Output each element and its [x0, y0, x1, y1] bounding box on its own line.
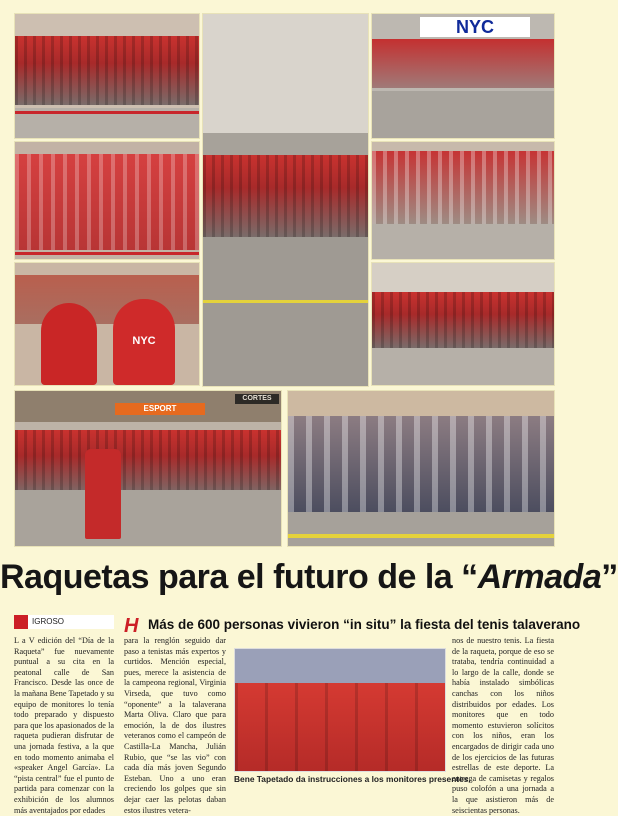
- article-column-3: [452, 636, 554, 816]
- shirt-logo: NYC: [132, 335, 156, 347]
- esport-sign: ESPORT: [115, 403, 205, 415]
- coach-figure: [85, 449, 121, 539]
- article-headline: Raquetas para el futuro de la “Armada”: [0, 558, 618, 596]
- article-subtitle: Más de 600 personas vivieron “in situ” la fiesta del tenis talaverano: [148, 617, 581, 632]
- photo-coach-tent: [14, 390, 282, 547]
- photo-street-net-right: [371, 262, 555, 386]
- photo-street-crowd-center: [202, 13, 369, 387]
- h-logo-icon: H: [124, 615, 139, 637]
- photo-kids-nyc-shirts: [14, 141, 200, 260]
- photo-caption: Bene Tapetado da instrucciones a los monitores presentes.: [234, 774, 471, 784]
- section-label-text: IGROSO: [32, 617, 65, 626]
- photo-nyc-banner-court: [371, 13, 555, 139]
- photo-monitors-inset: [234, 648, 446, 772]
- column-3-text: nos de nuestro tenis. La fiesta de la raqueta, porque de eso se trataba, tendría continuidad a lo largo de la calle, donde se había instalado simbólicas canchas con los niños distribuidos por edades. Los monitores que en todo momento estuvieron solícitos con los niños, eran los encargados de dirigir cada uno de los ejercicios de las futuras estrellas de este deporte. La entrega de camisetas y regalos puso colofón a una jornada a la que asistieron más de seiscientas personas.: [452, 636, 554, 815]
- column-1-text: L a V edición del “Día de la Raqueta” fue nuevamente puntual a su cita en la peatonal calle de San Francisco. Desde las once de la mañana Bene Tapetado y su equipo de monitores lo tenía todo preparado y dispuesto para que los apasionados de la raqueta pudieran disfrutar de una jornada festiva, a la que en todo momento animaba el «speaker Angel García». La “pista central” fue el punto de partida para comenzar con la exhibición de los alumnos más aventajados por edades: [14, 636, 114, 815]
- article-column-2: [124, 636, 226, 816]
- cortes-sign: CORTES: [235, 394, 279, 404]
- nyc-banner: NYC: [420, 17, 530, 37]
- photo-kids-lineup: [287, 390, 555, 547]
- section-square-icon: [14, 615, 28, 629]
- man-left-figure: [41, 303, 97, 385]
- article-column-1: [14, 636, 114, 816]
- photo-two-men-nyc: [14, 262, 200, 386]
- section-label: [14, 615, 114, 629]
- photo-crowd-court-left: [14, 13, 200, 139]
- column-2-text: para la renglón seguido dar paso a tenistas más expertos y curtidos. Mención especial, pues, merece la asistencia de la campeona regional, Virginia Virseda, que tuvo como “oponente” a la talaverana Marta Oliva. Claro que para emoción, la de dos ilustres veteranos como el campeón de Castilla-La Mancha, Julián Rubio, que “se las vio” con cada día más joven Segundo Esteban. Uno a uno eran creciendo los golpes que sin dejar caer las pelotas daban estos ilustres vetera-: [124, 636, 226, 815]
- photo-children-rackets-right: [371, 141, 555, 260]
